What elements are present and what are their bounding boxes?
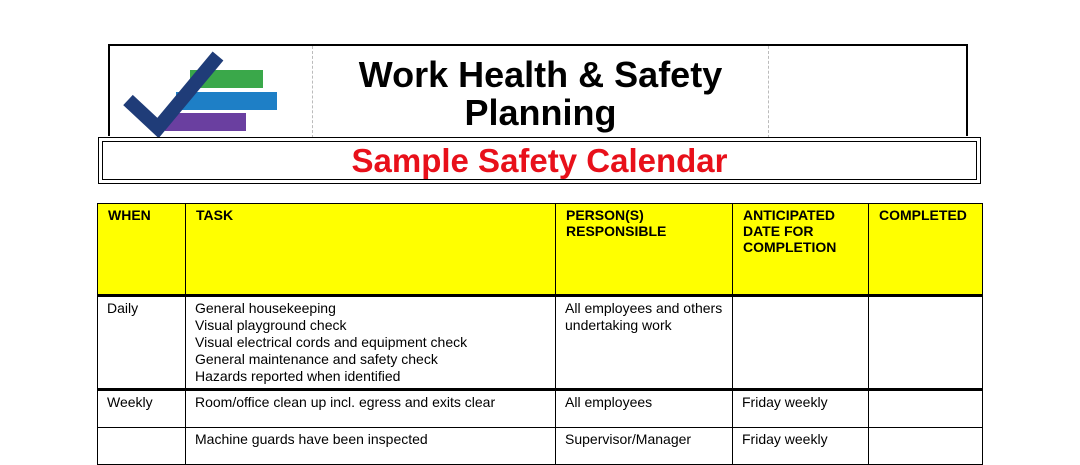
cell-when <box>98 428 186 465</box>
task-item: Hazards reported when identified <box>195 368 401 384</box>
safety-calendar-table <box>97 203 983 465</box>
cell-when: Daily <box>98 296 186 390</box>
column-header-date: ANTICIPATED DATE FOR COMPLETION <box>733 204 869 296</box>
task-item: General housekeeping <box>195 300 336 316</box>
task-item: Room/office clean up incl. egress and exits clear <box>195 394 496 410</box>
document-header <box>108 44 968 136</box>
cell-date: Friday weekly <box>733 390 869 428</box>
cell-date: Friday weekly <box>733 428 869 465</box>
banner-title: Sample Safety Calendar <box>102 141 977 180</box>
cell-completed <box>869 296 983 390</box>
table-row <box>98 296 983 390</box>
column-header-task: TASK <box>186 204 556 296</box>
column-header-person: PERSON(S) RESPONSIBLE <box>556 204 733 296</box>
page-title <box>313 46 768 138</box>
cell-when: Weekly <box>98 390 186 428</box>
column-header-when: WHEN <box>98 204 186 296</box>
table-row <box>98 390 983 428</box>
calendar-banner <box>98 137 981 184</box>
task-item: Visual playground check <box>195 317 347 333</box>
cell-person: All employees and others undertaking work <box>556 296 733 390</box>
cell-person: Supervisor/Manager <box>556 428 733 465</box>
title-line-1: Work Health & Safety <box>358 54 723 95</box>
task-item: Machine guards have been inspected <box>195 431 428 447</box>
table-row <box>98 428 983 465</box>
cell-task <box>186 390 556 428</box>
logo-cell <box>110 46 313 138</box>
cell-completed <box>869 390 983 428</box>
header-right-cell <box>768 46 967 138</box>
cell-date <box>733 296 869 390</box>
title-line-2: Planning <box>464 92 617 133</box>
task-item: General maintenance and safety check <box>195 351 438 367</box>
table-header-row <box>98 204 983 296</box>
cell-person: All employees <box>556 390 733 428</box>
cell-task <box>186 296 556 390</box>
cell-completed <box>869 428 983 465</box>
checkmark-logo-icon <box>110 46 312 138</box>
column-header-completed: COMPLETED <box>869 204 983 296</box>
task-item: Visual electrical cords and equipment check <box>195 334 468 350</box>
cell-task <box>186 428 556 465</box>
